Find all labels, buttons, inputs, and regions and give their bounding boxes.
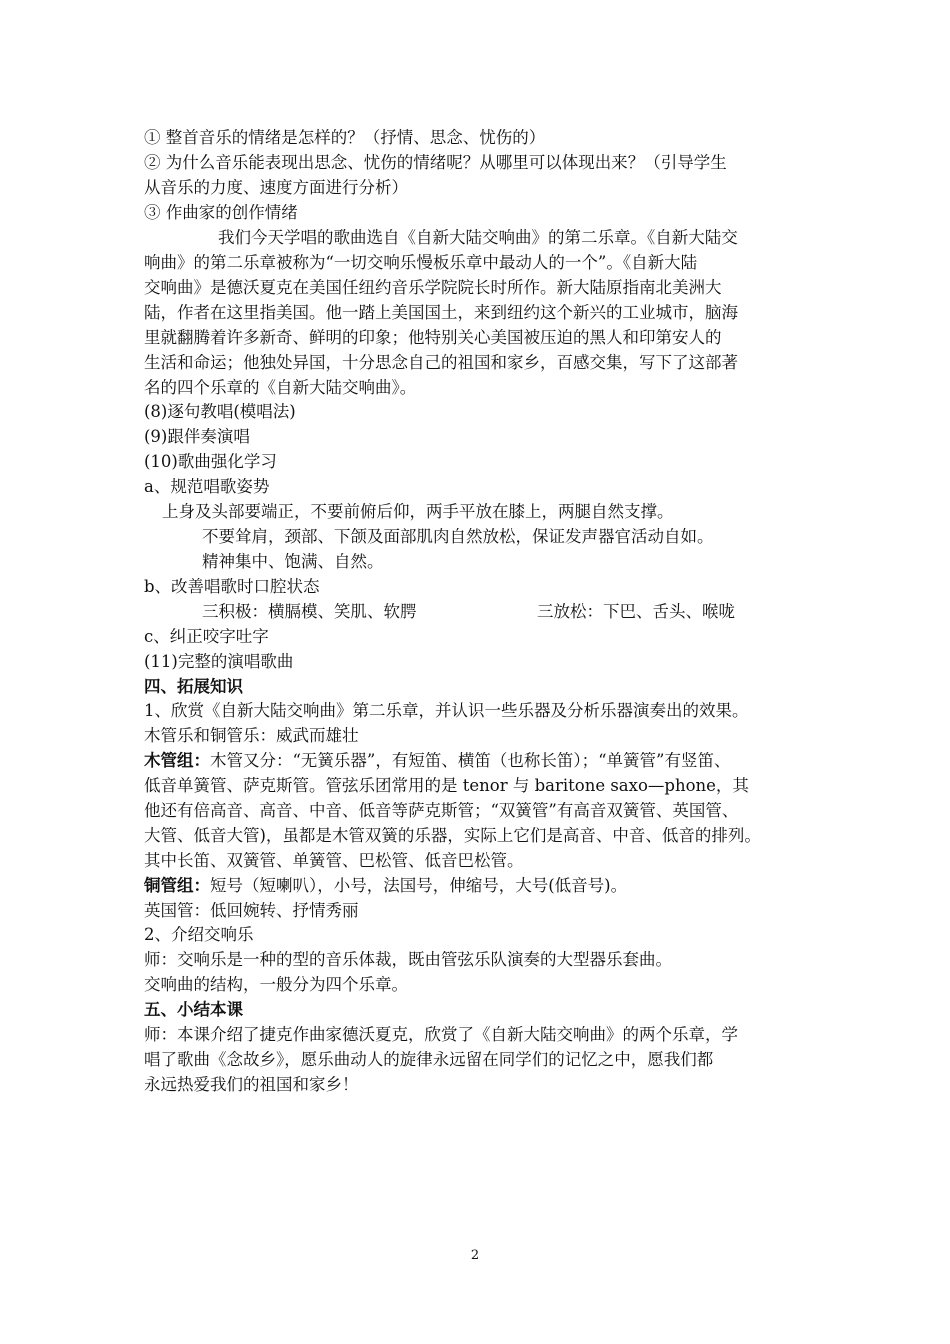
- knowledge-3: 2、介绍交响乐: [144, 925, 254, 944]
- paragraph-line-7: 名的四个乐章的《自新大陆交响曲》。: [144, 378, 417, 397]
- item-b: b、改善唱歌时口腔状态: [144, 577, 320, 596]
- paragraph-line-2: 响曲》的第二乐章被称为“一切交响乐慢板乐章中最动人的一个”。《自新大陆: [144, 253, 698, 272]
- summary-line-2: 唱了歌曲《念故乡》，愿乐曲动人的旋律永远留在同学们的记忆之中，愿我们都: [144, 1050, 714, 1069]
- knowledge-2: 木管乐和铜管乐：威武而雄壮: [144, 726, 359, 745]
- step-8: (8)逐句教唱(模唱法): [144, 402, 296, 421]
- question-1: ① 整首音乐的情绪是怎样的？（抒情、思念、忧伤的）: [144, 128, 546, 147]
- paragraph-line-3: 交响曲》是德沃夏克在美国任纽约音乐学院院长时所作。新大陆原指南北美洲大: [144, 278, 722, 297]
- step-9: (9)跟伴奏演唱: [144, 427, 250, 446]
- brass-label: 铜管组：: [144, 876, 210, 895]
- woodwind-text: 木管又分：“无簧乐器”，有短笛、横笛（也称长笛）；“单簧管”有竖笛、: [210, 751, 731, 770]
- woodwind-line-4: 大管、低音大管)，虽都是木管双簧的乐器，实际上它们是高音、中音、低音的排列。: [144, 826, 761, 845]
- item-a-detail-1: 上身及头部要端正，不要前俯后仰，两手平放在膝上，两腿自然支撑。: [162, 502, 674, 521]
- section-heading-4: 四、拓展知识: [144, 677, 243, 696]
- brass-text: 短号（短喇叭），小号，法国号，伸缩号，大号(低音号)。: [210, 876, 628, 895]
- summary-line-1: 师：本课介绍了捷克作曲家德沃夏克，欣赏了《自新大陆交响曲》的两个乐章，学: [144, 1025, 738, 1044]
- knowledge-4: 师：交响乐是一种的型的音乐体裁，既由管弦乐队演奏的大型器乐套曲。: [144, 950, 672, 969]
- brass-line: [144, 873, 627, 899]
- item-a-detail-2: 不要耸肩，颈部、下颌及面部肌肉自然放松，保证发声器官活动自如。: [202, 527, 714, 546]
- english-horn-line: 英国管：低回婉转、抒情秀丽: [144, 901, 359, 920]
- knowledge-1: 1、欣赏《自新大陆交响曲》第二乐章，并认识一些乐器及分析乐器演奏出的效果。: [144, 701, 749, 720]
- paragraph-line-4: 陆，作者在这里指美国。他一踏上美国国土，来到纽约这个新兴的工业城市，脑海: [144, 303, 738, 322]
- step-10: (10)歌曲强化学习: [144, 452, 277, 471]
- paragraph-line-5: 里就翻腾着许多新奇、鲜明的印象；他特别关心美国被压迫的黑人和印第安人的: [144, 328, 722, 347]
- question-2-line-2: 从音乐的力度、速度方面进行分析）: [144, 178, 408, 197]
- woodwind-line-5: 其中长笛、双簧管、单簧管、巴松管、低音巴松管。: [144, 851, 524, 870]
- question-2-line-1: ② 为什么音乐能表现出思念、忧伤的情绪呢？从哪里可以体现出来？（引导学生: [144, 153, 727, 172]
- paragraph-line-6: 生活和命运；他独处异国，十分思念自己的祖国和家乡，百感交集，写下了这部著: [144, 353, 738, 372]
- step-11: (11)完整的演唱歌曲: [144, 652, 294, 671]
- woodwind-line-3: 他还有倍高音、高音、中音、低音等萨克斯管；“双簧管”有高音双簧管、英国管、: [144, 801, 739, 820]
- item-b-three-active: 三积极：横膈模、笑肌、软腭: [202, 602, 417, 621]
- item-a: a、规范唱歌姿势: [144, 477, 270, 496]
- item-b-three-relax: 三放松：下巴、舌头、喉咙: [537, 602, 735, 621]
- item-c: c、纠正咬字吐字: [144, 627, 269, 646]
- section-heading-5: 五、小结本课: [144, 1000, 243, 1019]
- paragraph-line-1: 我们今天学唱的歌曲选自《自新大陆交响曲》的第二乐章。《自新大陆交: [218, 228, 738, 247]
- knowledge-5: 交响曲的结构，一般分为四个乐章。: [144, 975, 408, 994]
- summary-line-3: 永远热爱我们的祖国和家乡！: [144, 1075, 359, 1094]
- woodwind-line-2: 低音单簧管、萨克斯管。管弦乐团常用的是 tenor 与 baritone saxo—phone，其: [144, 776, 749, 795]
- item-a-detail-3: 精神集中、饱满、自然。: [202, 552, 384, 571]
- woodwind-label: 木管组：: [144, 751, 210, 770]
- question-3: ③ 作曲家的创作情绪: [144, 203, 298, 222]
- woodwind-line-1: [144, 748, 731, 774]
- page-number: 2: [470, 1248, 480, 1263]
